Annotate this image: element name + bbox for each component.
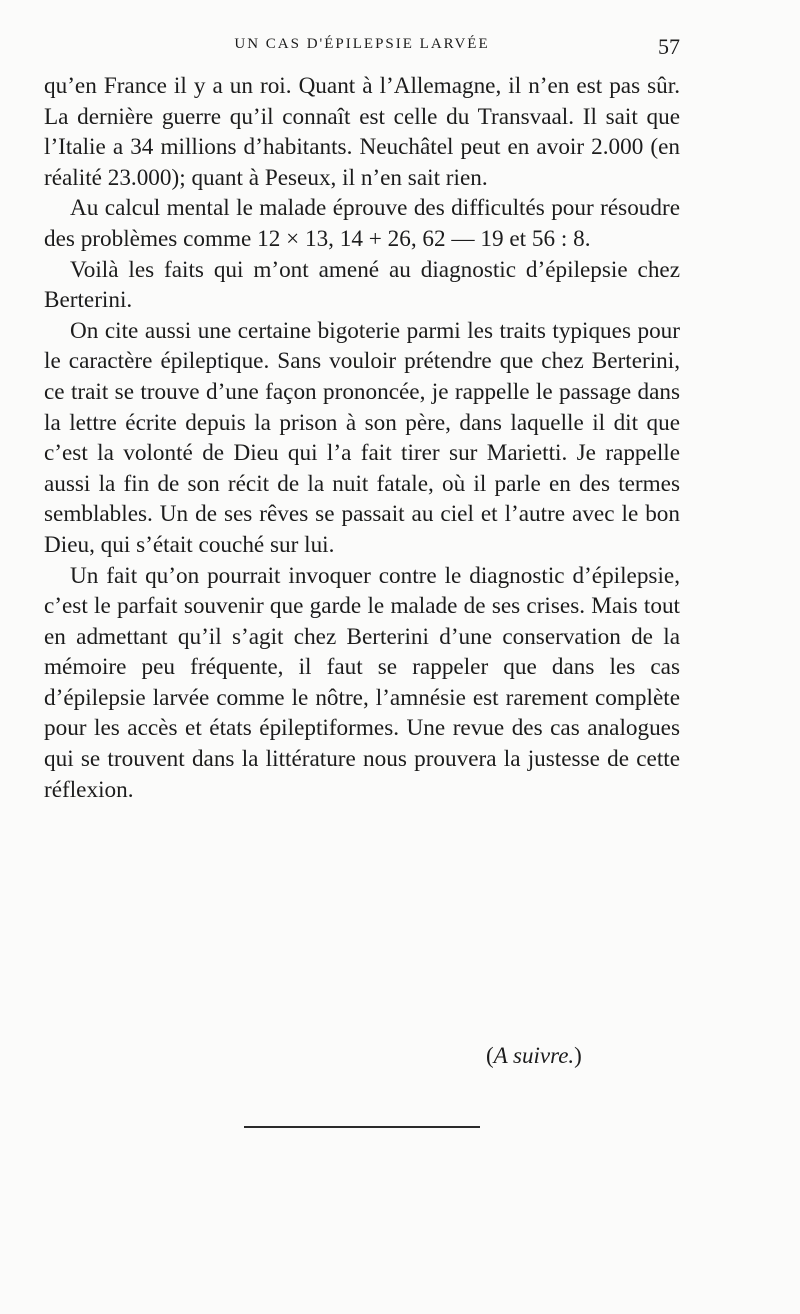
section-divider [244,1126,480,1128]
paragraph-bigotry: On cite aussi une certaine bigoterie parmi les traits typiques pour le caractère épileptique. Sans vouloir prétendre que chez Berterini, ce trait se trouve d’une façon prononcée, je rappelle le passage dans la lettre écrite depuis la prison à son père, dans laquelle il dit que c’est la volonté de Dieu qui l’a fait tirer sur Marietti. Je rappelle aussi la fin de son récit de la nuit fatale, où il parle en des termes semblables. Un de ses rêves se passait au ciel et l’autre avec le bon Dieu, qui s’était couché sur lui. [44,317,680,558]
paragraph-diagnosis-facts: Voilà les faits qui m’ont amené au diagnostic d’épilepsie chez Berterini. [44,256,680,314]
running-title: UN CAS D'ÉPILEPSIE LARVÉE [234,36,490,52]
page-number: 57 [658,34,680,59]
to-be-continued-text: A suivre. [493,1043,575,1068]
close-paren: ) [574,1043,582,1068]
paragraph-mental-calculation: Au calcul mental le malade éprouve des difficultés pour résoudre des problèmes comme 12 × 13, 14 + 26, 62 — 19 et 56 : 8. [44,195,680,252]
running-head [44,34,680,58]
paragraph-continuation: qu’en France il y a un roi. Quant à l’Allemagne, il n’en est pas sûr. La dernière guerre qu’il connaît est celle du Transvaal. Il sait que l’Italie a 34 millions d’habitants. Neuchâtel peut en avoir 2.000 (en réalité 23.000); quant à Peseux, il n’en sait rien. [44,73,680,191]
open-paren: ( [486,1043,494,1068]
paragraph-memory-argument: Un fait qu’on pourrait invoquer contre le diagnostic d’épilepsie, c’est le parfait souvenir que garde le malade de ses crises. Mais tout en admettant qu’il s’agit chez Berterini d’une conservation de la mémoire peu fréquente, il faut se rappeler que dans les cas d’épilepsie larvée comme le nôtre, l’amnésie est rarement complète pour les accès et états épileptiformes. Une revue des cas analogues qui se trouvent dans la littérature nous prouvera la justesse de cette réflexion. [44,562,680,803]
body-text [44,71,680,805]
to-be-continued [486,1043,582,1069]
